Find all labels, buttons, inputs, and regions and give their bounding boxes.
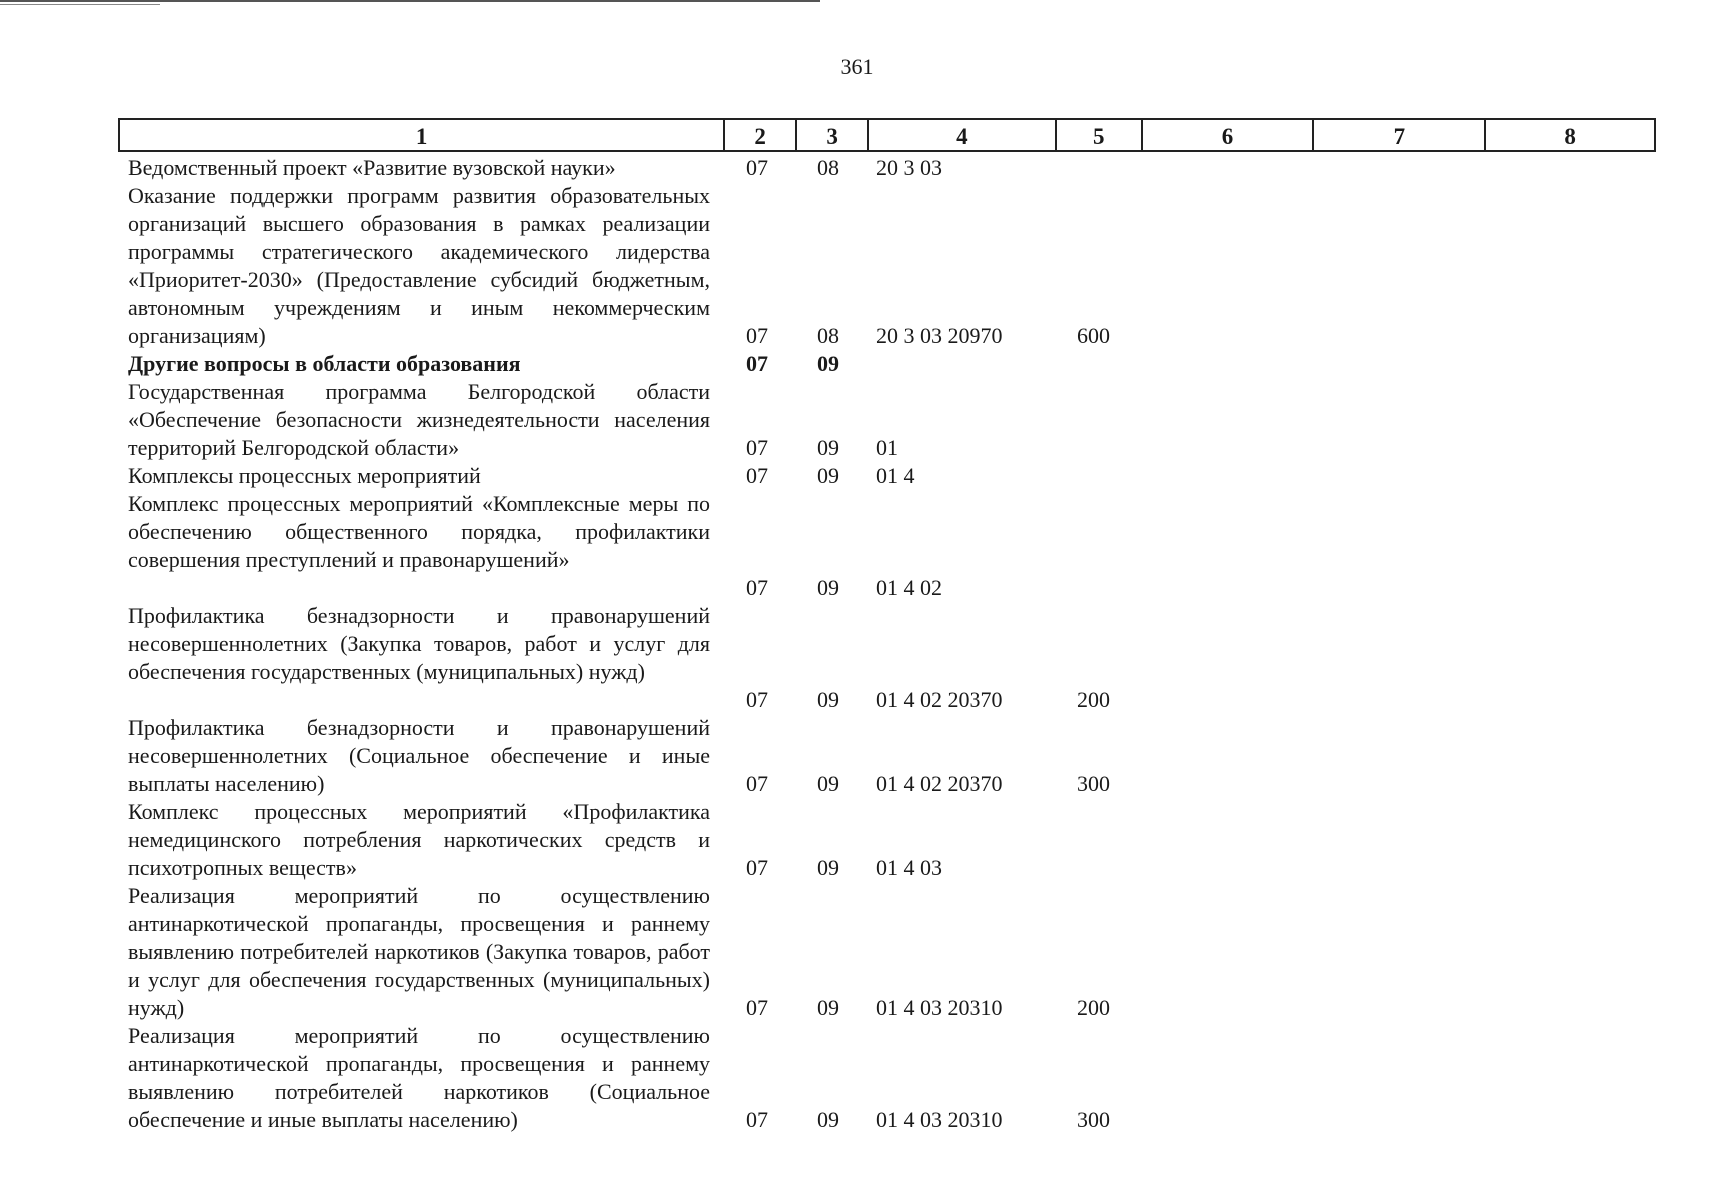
row-description: Ведомственный проект «Развитие вузовской науки» [128,155,616,180]
row-description: Профилактика безнадзорности и правонарушений несовершеннолетних (Социальное обеспечение и иные выплаты населению) [128,715,710,796]
row-subsection-code: 08 [817,155,839,180]
row-expense-type: 300 [1077,771,1110,796]
row-expense-type: 200 [1077,995,1110,1020]
row-description: Оказание поддержки программ развития образовательных организаций высшего образования в рамках реализации программы стратегического академического лидерства «Приоритет-2030» (Предоставление субсидий бюджетным, автономным учреждениям и иным некоммерческим организациям) [128,183,710,348]
row-target-code: 01 4 [876,463,915,488]
row-section-code: 07 [746,995,768,1020]
header-col-5: 5 [1055,120,1141,150]
row-subsection-code: 09 [817,1107,839,1132]
row-description: Комплексы процессных мероприятий [128,463,481,488]
row-target-code: 01 4 02 [876,575,942,600]
row-description: Другие вопросы в области образования [128,351,521,376]
row-section-code: 07 [746,351,768,376]
row-section-code: 07 [746,155,768,180]
row-description: Реализация мероприятий по осуществлению антинаркотической пропаганды, просвещения и раннему выявлению потребителей наркотиков (Социальное обеспечение и иные выплаты населению) [128,1023,710,1132]
row-subsection-code: 09 [817,351,839,376]
row-description: Государственная программа Белгородской области «Обеспечение безопасности жизнедеятельности населения территорий Белгородской области» [128,379,710,460]
row-target-code: 20 3 03 20970 [876,323,1003,348]
row-section-code: 07 [746,687,768,712]
scan-edge-line [0,0,820,2]
row-expense-type: 300 [1077,1107,1110,1132]
row-subsection-code: 08 [817,323,839,348]
row-subsection-code: 09 [817,855,839,880]
row-target-code: 01 4 02 20370 [876,771,1003,796]
row-expense-type: 600 [1077,323,1110,348]
row-section-code: 07 [746,771,768,796]
row-section-code: 07 [746,855,768,880]
row-subsection-code: 09 [817,771,839,796]
header-col-1: 1 [415,124,428,149]
row-subsection-code: 09 [817,575,839,600]
row-section-code: 07 [746,463,768,488]
row-description: Комплекс процессных мероприятий «Профилактика немедицинского потребления наркотических средств и психотропных веществ» [128,799,710,880]
header-col-8: 8 [1484,120,1654,150]
row-target-code: 20 3 03 [876,155,942,180]
row-expense-type: 200 [1077,687,1110,712]
header-col-2: 2 [723,120,795,150]
row-target-code: 01 4 03 [876,855,942,880]
header-col-3: 3 [795,120,867,150]
row-target-code: 01 [876,435,898,460]
row-section-code: 07 [746,1107,768,1132]
row-target-code: 01 4 03 20310 [876,995,1003,1020]
row-target-code: 01 4 03 20310 [876,1107,1003,1132]
row-description: Комплекс процессных мероприятий «Комплексные меры по обеспечению общественного порядка, профилактики совершения преступлений и правонарушений» [128,491,710,572]
scan-edge-line-short [0,4,160,5]
table-header-row [118,118,1656,152]
page-number: 361 [840,54,874,79]
row-subsection-code: 09 [817,463,839,488]
row-description: Реализация мероприятий по осуществлению антинаркотической пропаганды, просвещения и раннему выявлению потребителей наркотиков (Закупка товаров, работ и услуг для обеспечения государственных (муниципальных) нужд) [128,883,710,1020]
row-subsection-code: 09 [817,995,839,1020]
row-description: Профилактика безнадзорности и правонарушений несовершеннолетних (Закупка товаров, работ и услуг для обеспечения государственных (муниципальных) нужд) [128,603,710,684]
row-subsection-code: 09 [817,435,839,460]
row-subsection-code: 09 [817,687,839,712]
row-section-code: 07 [746,435,768,460]
row-section-code: 07 [746,323,768,348]
header-col-7: 7 [1312,120,1484,150]
header-col-4: 4 [867,120,1055,150]
row-section-code: 07 [746,575,768,600]
row-target-code: 01 4 02 20370 [876,687,1003,712]
header-col-6: 6 [1141,120,1313,150]
